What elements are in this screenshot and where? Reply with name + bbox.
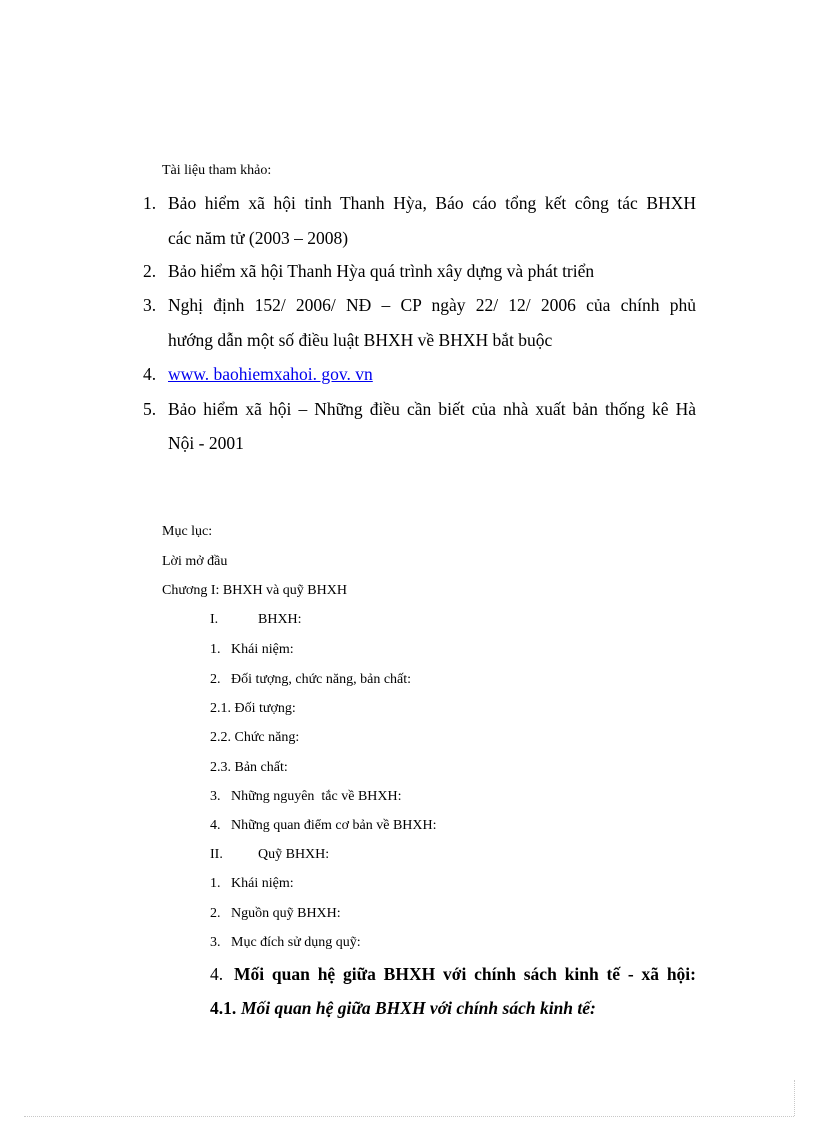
reference-number: 2. — [143, 261, 157, 281]
reference-number: 5. — [143, 399, 157, 419]
reference-number: 4. — [143, 364, 157, 384]
toc-chapter: Chương I: BHXH và quỹ BHXH — [162, 583, 347, 598]
toc-entry: 1. Khái niệm: — [210, 642, 294, 657]
toc-section-number: I. — [210, 612, 219, 627]
reference-number: 3. — [143, 295, 157, 315]
toc-intro: Lời mở đầu — [162, 554, 228, 569]
reference-text-line: các năm tử (2003 – 2008) — [168, 228, 349, 248]
toc-entry: 2.1. Đối tượng: — [210, 701, 296, 716]
toc-entry-number: 4.1. — [210, 998, 237, 1018]
toc-section-title: Quỹ BHXH: — [258, 847, 330, 862]
toc-heading: Mục lục: — [162, 524, 213, 539]
toc-entry-number: 4. — [210, 964, 224, 984]
reference-text-line: Nội - 2001 — [168, 433, 244, 453]
toc-entry: 2. Nguồn quỹ BHXH: — [210, 906, 341, 921]
reference-text-line: Bảo hiểm xã hội Thanh Hỳa quá trình xây dựng và phát triển — [168, 261, 595, 281]
reference-text-line: Nghị định 152/ 2006/ NĐ – CP ngày 22/ 12/ 2006 của chính phủ — [168, 295, 696, 315]
toc-entry: 2.2. Chức năng: — [210, 730, 300, 745]
toc-entry: 1. Khái niệm: — [210, 876, 294, 891]
reference-text-line: hướng dẫn một số điều luật BHXH về BHXH bắt buộc — [168, 330, 553, 350]
toc-entry: 3. Mục đích sử dụng quỹ: — [210, 935, 361, 950]
page-border-bottom — [24, 1116, 794, 1117]
toc-entry: 2. Đối tượng, chức năng, bản chất: — [210, 672, 412, 687]
page-border-right — [794, 1080, 795, 1116]
reference-text-line: Bảo hiểm xã hội – Những điều cần biết của nhà xuất bản thống kê Hà — [168, 399, 696, 419]
reference-text-line: Bảo hiểm xã hội tỉnh Thanh Hỳa, Báo cáo tổng kết công tác BHXH — [168, 193, 696, 213]
toc-section-title: BHXH: — [258, 612, 302, 627]
references-heading: Tài liệu tham khảo: — [162, 163, 272, 178]
toc-entry: 3. Những nguyên tắc về BHXH: — [210, 789, 402, 804]
toc-entry: 4. Những quan điểm cơ bản về BHXH: — [210, 818, 437, 833]
reference-link[interactable]: www. baohiemxahoi. gov. vn — [168, 364, 373, 384]
toc-section-number: II. — [210, 847, 223, 862]
reference-number: 1. — [143, 193, 157, 213]
toc-entry-bold: Mối quan hệ giữa BHXH với chính sách kinh tế - xã hội: — [234, 964, 696, 984]
toc-entry-bold-italic: Mối quan hệ giữa BHXH với chính sách kinh tế: — [241, 998, 596, 1018]
toc-entry: 2.3. Bản chất: — [210, 760, 288, 775]
